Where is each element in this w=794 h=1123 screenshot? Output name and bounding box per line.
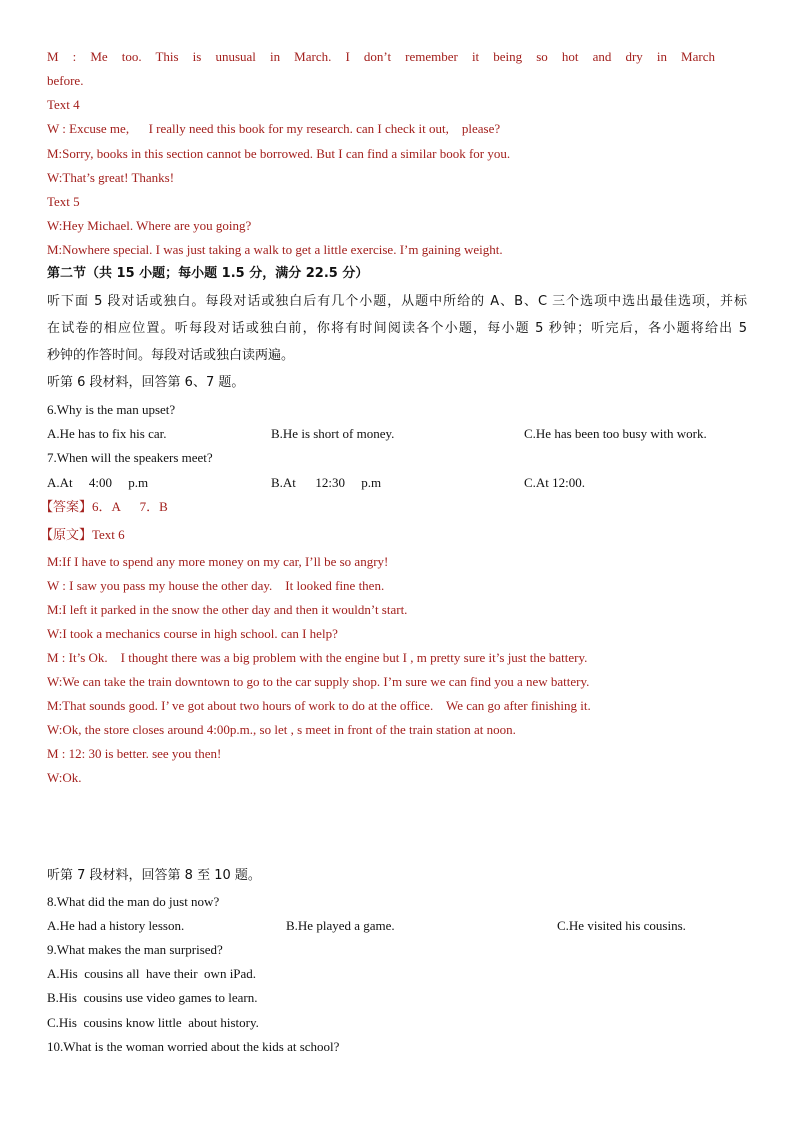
q6-option-a: A.He has to fix his car. [47,426,167,441]
q9-option-b: B.His cousins use video games to learn. [47,990,258,1005]
q8-option-c: C.He visited his cousins. [557,918,686,933]
question-10: 10.What is the woman worried about the kids at school? [47,1039,340,1054]
q9-option-c: C.His cousins know little about history. [47,1015,259,1030]
section-heading: 第二节（共 15 小题；每小题 1.5 分，满分 22.5 分） [47,266,369,281]
dialogue-line: M:If I have to spend any more money on my car, I’ll be so angry! [47,554,389,569]
dialogue-line: W : I saw you pass my house the other day. It looked fine then. [47,578,385,593]
listening-prompt: 听第 6 段材料，回答第 6、7 题。 [47,375,245,390]
text-label: Text 5 [47,194,80,209]
dialogue-line: before. [47,73,84,88]
dialogue-line: W : Excuse me, I really need this book for my research. can I check it out, please? [47,121,501,136]
dialogue-line: W:Ok. [47,770,82,785]
dialogue-line: M : It’s Ok. I thought there was a big problem with the engine but I , m pretty sure it’s just the battery. [47,650,588,665]
dialogue-line: W:Ok, the store closes around 4:00p.m., so let , s meet in front of the train station at noon. [47,722,516,737]
dialogue-line: W:I took a mechanics course in high school. can I help? [47,626,338,641]
dialogue-line: W:Hey Michael. Where are you going? [47,218,252,233]
q8-option-b: B.He played a game. [286,918,395,933]
question-6: 6.Why is the man upset? [47,402,176,417]
listening-prompt: 听第 7 段材料，回答第 8 至 10 题。 [47,868,261,883]
dialogue-line: M:Sorry, books in this section cannot be borrowed. But I can find a similar book for you. [47,146,511,161]
dialogue-line: M : Me too. This is unusual in March. I don’t remember it being so hot and dry in March [47,49,715,64]
dialogue-line: M : 12: 30 is better. see you then! [47,746,222,761]
q8-option-a: A.He had a history lesson. [47,918,185,933]
q6-option-b: B.He is short of money. [271,426,395,441]
instruction-line: 听下面 5 段对话或独白。每段对话或独白后有几个小题，从题中所给的 A、B、C 三个选项中选出最佳选项，并标 [47,294,747,309]
instruction-line: 在试卷的相应位置。听每段对话或独白前，你将有时间阅读各个小题，每小题 5 秒钟；听完后，各小题将给出 5 [47,321,747,336]
dialogue-line: M:I left it parked in the snow the other day and then it wouldn’t start. [47,602,408,617]
answer-line: 【答案】6．A 7．B [40,499,168,514]
dialogue-line: M:Nowhere special. I was just taking a walk to get a little exercise. I’m gaining weight. [47,242,503,257]
q9-option-a: A.His cousins all have their own iPad. [47,966,257,981]
q6-option-c: C.He has been too busy with work. [524,426,707,441]
dialogue-line: W:That’s great! Thanks! [47,170,175,185]
q7-option-c: C.At 12:00. [524,475,586,490]
dialogue-line: M:That sounds good. I’ ve got about two hours of work to do at the office. We can go after finishing it. [47,698,591,713]
instruction-line: 秒钟的作答时间。每段对话或独白读两遍。 [47,348,295,363]
question-9: 9.What makes the man surprised? [47,942,223,957]
q7-option-a: A.At 4:00 p.m [47,475,149,490]
question-8: 8.What did the man do just now? [47,894,220,909]
question-7: 7.When will the speakers meet? [47,450,213,465]
text-label: Text 4 [47,97,80,112]
q7-option-b: B.At 12:30 p.m [271,475,382,490]
source-text-label: 【原文】Text 6 [40,527,125,542]
dialogue-line: W:We can take the train downtown to go to the car supply shop. I’m sure we can find you a new battery. [47,674,590,689]
